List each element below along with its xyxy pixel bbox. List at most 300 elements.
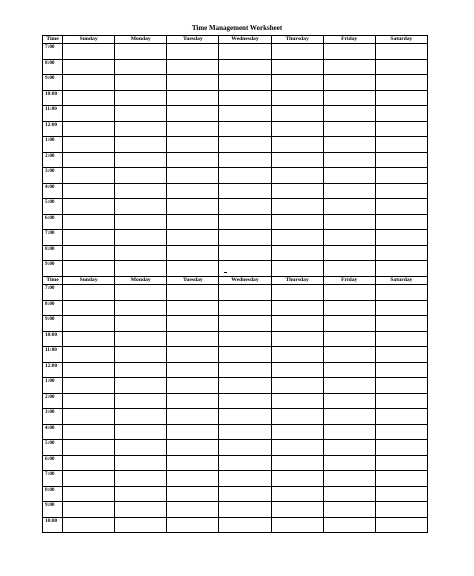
time-slot-label: 11:00: [43, 347, 63, 363]
time-slot-row: [43, 316, 428, 332]
time-slot-label: 7:00: [43, 230, 63, 246]
schedule-cell-saturday[interactable]: [375, 424, 427, 440]
schedule-cell-wednesday[interactable]: [219, 331, 271, 347]
schedule-cell-saturday[interactable]: [375, 486, 427, 502]
schedule-cell-tuesday[interactable]: [167, 362, 219, 378]
time-slot-row: [43, 362, 428, 378]
schedule-cell-thursday[interactable]: [271, 300, 323, 316]
time-slot-label: 2:00: [43, 393, 63, 409]
schedule-cell-tuesday[interactable]: [167, 168, 219, 184]
schedule-cell-friday[interactable]: [323, 199, 375, 215]
time-slot-row: [43, 455, 428, 471]
time-slot-label: 5:00: [43, 199, 63, 215]
time-slot-row: [43, 471, 428, 487]
day-header-friday: Friday: [323, 36, 375, 44]
schedule-cell-sunday[interactable]: [63, 214, 115, 230]
time-slot-row: [43, 424, 428, 440]
schedule-cell-wednesday[interactable]: [219, 471, 271, 487]
schedule-cell-thursday[interactable]: [271, 261, 323, 277]
time-slot-row: [43, 331, 428, 347]
schedule-cell-thursday[interactable]: [271, 59, 323, 75]
schedule-cell-sunday[interactable]: [63, 261, 115, 277]
schedule-cell-monday[interactable]: [115, 137, 167, 153]
schedule-cell-wednesday[interactable]: [219, 199, 271, 215]
schedule-cell-sunday[interactable]: [63, 300, 115, 316]
schedule-cell-tuesday[interactable]: [167, 230, 219, 246]
time-slot-label: 9:00: [43, 316, 63, 332]
schedule-cell-monday[interactable]: [115, 455, 167, 471]
schedule-cell-saturday[interactable]: [375, 409, 427, 425]
time-slot-label: 7:00: [43, 471, 63, 487]
schedule-cell-monday[interactable]: [115, 486, 167, 502]
schedule-cell-wednesday[interactable]: [219, 502, 271, 518]
time-slot-row: [43, 137, 428, 153]
schedule-cell-tuesday[interactable]: [167, 285, 219, 301]
schedule-cell-sunday[interactable]: [63, 285, 115, 301]
schedule-cell-monday[interactable]: [115, 331, 167, 347]
schedule-cell-thursday[interactable]: [271, 347, 323, 363]
time-slot-row: [43, 300, 428, 316]
schedule-cell-saturday[interactable]: [375, 59, 427, 75]
schedule-cell-sunday[interactable]: [63, 424, 115, 440]
time-slot-label: 8:00: [43, 59, 63, 75]
schedule-cell-wednesday[interactable]: [219, 214, 271, 230]
schedule-cell-friday[interactable]: [323, 486, 375, 502]
schedule-cell-friday[interactable]: [323, 75, 375, 91]
time-slot-row: [43, 44, 428, 60]
schedule-table-2: [42, 276, 428, 533]
schedule-cell-monday[interactable]: [115, 316, 167, 332]
schedule-cell-friday[interactable]: [323, 214, 375, 230]
day-header-sunday: Sunday: [63, 277, 115, 285]
schedule-cell-saturday[interactable]: [375, 471, 427, 487]
schedule-cell-thursday[interactable]: [271, 424, 323, 440]
schedule-cell-sunday[interactable]: [63, 331, 115, 347]
schedule-cell-sunday[interactable]: [63, 90, 115, 106]
schedule-cell-tuesday[interactable]: [167, 183, 219, 199]
schedule-cell-tuesday[interactable]: [167, 300, 219, 316]
schedule-cell-sunday[interactable]: [63, 409, 115, 425]
day-header-thursday: Thursday: [271, 36, 323, 44]
schedule-cell-wednesday[interactable]: [219, 517, 271, 533]
schedule-cell-monday[interactable]: [115, 517, 167, 533]
time-slot-row: [43, 285, 428, 301]
schedule-cell-monday[interactable]: [115, 59, 167, 75]
schedule-cell-sunday[interactable]: [63, 183, 115, 199]
schedule-cell-saturday[interactable]: [375, 230, 427, 246]
schedule-cell-sunday[interactable]: [63, 455, 115, 471]
schedule-cell-tuesday[interactable]: [167, 137, 219, 153]
time-slot-row: [43, 230, 428, 246]
day-header-sunday: Sunday: [63, 36, 115, 44]
page-title: Time Management Worksheet: [191, 24, 283, 32]
schedule-cell-friday[interactable]: [323, 44, 375, 60]
day-header-thursday: Thursday: [271, 277, 323, 285]
schedule-cell-thursday[interactable]: [271, 378, 323, 394]
schedule-cell-saturday[interactable]: [375, 517, 427, 533]
schedule-cell-wednesday[interactable]: [219, 440, 271, 456]
header-row: [43, 277, 428, 285]
schedule-cell-thursday[interactable]: [271, 440, 323, 456]
time-slot-label: 7:00: [43, 44, 63, 60]
schedule-cell-saturday[interactable]: [375, 300, 427, 316]
schedule-cell-monday[interactable]: [115, 245, 167, 261]
schedule-cell-sunday[interactable]: [63, 471, 115, 487]
time-slot-row: [43, 90, 428, 106]
day-header-saturday: Saturday: [375, 277, 427, 285]
schedule-cell-wednesday[interactable]: [219, 44, 271, 60]
day-header-tuesday: Tuesday: [167, 277, 219, 285]
schedule-cell-sunday[interactable]: [63, 316, 115, 332]
schedule-cell-wednesday[interactable]: [219, 230, 271, 246]
schedule-cell-tuesday[interactable]: [167, 517, 219, 533]
schedule-cell-tuesday[interactable]: [167, 214, 219, 230]
schedule-cell-saturday[interactable]: [375, 199, 427, 215]
schedule-cell-monday[interactable]: [115, 393, 167, 409]
schedule-cell-sunday[interactable]: [63, 362, 115, 378]
schedule-cell-friday[interactable]: [323, 106, 375, 122]
schedule-cell-thursday[interactable]: [271, 183, 323, 199]
time-slot-label: 12:00: [43, 121, 63, 137]
schedule-cell-tuesday[interactable]: [167, 347, 219, 363]
schedule-cell-sunday[interactable]: [63, 486, 115, 502]
schedule-cell-friday[interactable]: [323, 183, 375, 199]
time-slot-label: 2:00: [43, 152, 63, 168]
schedule-cell-wednesday[interactable]: [219, 362, 271, 378]
schedule-cell-wednesday[interactable]: [219, 409, 271, 425]
schedule-cell-monday[interactable]: [115, 183, 167, 199]
time-slot-row: [43, 199, 428, 215]
time-slot-label: 9:00: [43, 261, 63, 277]
time-slot-row: [43, 214, 428, 230]
schedule-cell-saturday[interactable]: [375, 44, 427, 60]
time-slot-label: 10:00: [43, 331, 63, 347]
schedule-cell-friday[interactable]: [323, 517, 375, 533]
schedule-cell-monday[interactable]: [115, 44, 167, 60]
time-slot-label: 8:00: [43, 300, 63, 316]
schedule-cell-thursday[interactable]: [271, 230, 323, 246]
schedule-cell-friday[interactable]: [323, 168, 375, 184]
day-header-wednesday: Wednesday: [219, 277, 271, 285]
schedule-cell-tuesday[interactable]: [167, 471, 219, 487]
schedule-cell-monday[interactable]: [115, 121, 167, 137]
schedule-cell-wednesday[interactable]: [219, 285, 271, 301]
day-header-wednesday: Wednesday: [219, 36, 271, 44]
schedule-cell-saturday[interactable]: [375, 285, 427, 301]
time-slot-label: 12:00: [43, 362, 63, 378]
time-slot-row: [43, 502, 428, 518]
schedule-cell-monday[interactable]: [115, 347, 167, 363]
schedule-cell-sunday[interactable]: [63, 245, 115, 261]
schedule-cell-friday[interactable]: [323, 285, 375, 301]
time-slot-row: [43, 106, 428, 122]
schedule-cell-tuesday[interactable]: [167, 44, 219, 60]
schedule-cell-friday[interactable]: [323, 245, 375, 261]
schedule-cell-wednesday[interactable]: [219, 59, 271, 75]
schedule-cell-wednesday[interactable]: [219, 183, 271, 199]
schedule-cell-thursday[interactable]: [271, 137, 323, 153]
schedule-cell-sunday[interactable]: [63, 106, 115, 122]
schedule-cell-friday[interactable]: [323, 331, 375, 347]
schedule-cell-thursday[interactable]: [271, 331, 323, 347]
schedule-cell-saturday[interactable]: [375, 90, 427, 106]
schedule-cell-friday[interactable]: [323, 316, 375, 332]
schedule-cell-thursday[interactable]: [271, 121, 323, 137]
schedule-cell-wednesday[interactable]: [219, 75, 271, 91]
time-slot-label: 10:00: [43, 90, 63, 106]
schedule-cell-saturday[interactable]: [375, 378, 427, 394]
schedule-cell-saturday[interactable]: [375, 137, 427, 153]
schedule-cell-sunday[interactable]: [63, 347, 115, 363]
schedule-cell-sunday[interactable]: [63, 75, 115, 91]
schedule-cell-monday[interactable]: [115, 362, 167, 378]
schedule-cell-monday[interactable]: [115, 471, 167, 487]
schedule-cell-sunday[interactable]: [63, 393, 115, 409]
time-slot-row: [43, 168, 428, 184]
schedule-cell-thursday[interactable]: [271, 214, 323, 230]
schedule-cell-friday[interactable]: [323, 137, 375, 153]
schedule-cell-friday[interactable]: [323, 59, 375, 75]
time-slot-label: 4:00: [43, 424, 63, 440]
schedule-cell-tuesday[interactable]: [167, 245, 219, 261]
schedule-cell-saturday[interactable]: [375, 245, 427, 261]
schedule-cell-sunday[interactable]: [63, 502, 115, 518]
schedule-cell-friday[interactable]: [323, 121, 375, 137]
time-slot-label: 8:00: [43, 486, 63, 502]
schedule-cell-saturday[interactable]: [375, 121, 427, 137]
schedule-cell-sunday[interactable]: [63, 440, 115, 456]
schedule-cell-wednesday[interactable]: [219, 152, 271, 168]
schedule-cell-tuesday[interactable]: [167, 502, 219, 518]
time-slot-label: 3:00: [43, 168, 63, 184]
time-slot-row: [43, 409, 428, 425]
schedule-cell-wednesday[interactable]: [219, 424, 271, 440]
schedule-cell-wednesday[interactable]: [219, 261, 271, 277]
schedule-cell-thursday[interactable]: [271, 90, 323, 106]
time-column-header: Time: [43, 277, 63, 285]
schedule-cell-thursday[interactable]: [271, 106, 323, 122]
schedule-cell-sunday[interactable]: [63, 121, 115, 137]
schedule-cell-saturday[interactable]: [375, 455, 427, 471]
schedule-cell-monday[interactable]: [115, 424, 167, 440]
schedule-cell-wednesday[interactable]: [219, 168, 271, 184]
schedule-cell-thursday[interactable]: [271, 168, 323, 184]
time-slot-label: 4:00: [43, 183, 63, 199]
time-slot-label: 9:00: [43, 75, 63, 91]
time-slot-label: 8:00: [43, 245, 63, 261]
schedule-cell-thursday[interactable]: [271, 486, 323, 502]
schedule-cell-friday[interactable]: [323, 261, 375, 277]
schedule-cell-wednesday[interactable]: [219, 486, 271, 502]
schedule-cell-wednesday[interactable]: [219, 300, 271, 316]
schedule-cell-saturday[interactable]: [375, 261, 427, 277]
day-header-monday: Monday: [115, 36, 167, 44]
schedule-cell-friday[interactable]: [323, 502, 375, 518]
schedule-cell-friday[interactable]: [323, 378, 375, 394]
time-slot-label: 9:00: [43, 502, 63, 518]
schedule-cell-monday[interactable]: [115, 261, 167, 277]
schedule-cell-thursday[interactable]: [271, 409, 323, 425]
time-slot-label: 3:00: [43, 409, 63, 425]
schedule-cell-tuesday[interactable]: [167, 90, 219, 106]
schedule-cell-monday[interactable]: [115, 440, 167, 456]
schedule-cell-sunday[interactable]: [63, 168, 115, 184]
schedule-cell-friday[interactable]: [323, 230, 375, 246]
schedule-cell-friday[interactable]: [323, 300, 375, 316]
schedule-cell-saturday[interactable]: [375, 183, 427, 199]
header-row: [43, 36, 428, 44]
schedule-cell-monday[interactable]: [115, 90, 167, 106]
schedule-cell-saturday[interactable]: [375, 214, 427, 230]
schedule-cell-monday[interactable]: [115, 75, 167, 91]
schedule-cell-sunday[interactable]: [63, 199, 115, 215]
schedule-cell-friday[interactable]: [323, 471, 375, 487]
schedule-cell-thursday[interactable]: [271, 455, 323, 471]
schedule-cell-wednesday[interactable]: [219, 347, 271, 363]
time-slot-row: [43, 121, 428, 137]
schedule-cell-wednesday[interactable]: [219, 90, 271, 106]
time-slot-row: [43, 261, 428, 277]
schedule-cell-thursday[interactable]: [271, 316, 323, 332]
schedule-cell-saturday[interactable]: [375, 106, 427, 122]
schedule-cell-friday[interactable]: [323, 90, 375, 106]
day-header-monday: Monday: [115, 277, 167, 285]
schedule-cell-friday[interactable]: [323, 347, 375, 363]
time-slot-label: 6:00: [43, 214, 63, 230]
schedule-cell-tuesday[interactable]: [167, 106, 219, 122]
schedule-cell-saturday[interactable]: [375, 393, 427, 409]
schedule-cell-wednesday[interactable]: [219, 137, 271, 153]
schedule-cell-sunday[interactable]: [63, 59, 115, 75]
schedule-cell-thursday[interactable]: [271, 517, 323, 533]
time-slot-row: [43, 152, 428, 168]
schedule-cell-tuesday[interactable]: [167, 440, 219, 456]
schedule-cell-thursday[interactable]: [271, 44, 323, 60]
schedule-cell-tuesday[interactable]: [167, 75, 219, 91]
time-column-header: Time: [43, 36, 63, 44]
schedule-cell-wednesday[interactable]: [219, 316, 271, 332]
schedule-cell-tuesday[interactable]: [167, 121, 219, 137]
schedule-cell-thursday[interactable]: [271, 75, 323, 91]
schedule-cell-friday[interactable]: [323, 362, 375, 378]
time-slot-row: [43, 440, 428, 456]
schedule-cell-wednesday[interactable]: [219, 455, 271, 471]
schedule-cell-friday[interactable]: [323, 393, 375, 409]
schedule-cell-monday[interactable]: [115, 168, 167, 184]
schedule-cell-saturday[interactable]: [375, 168, 427, 184]
time-slot-row: [43, 59, 428, 75]
schedule-cell-tuesday[interactable]: [167, 316, 219, 332]
schedule-cell-thursday[interactable]: [271, 285, 323, 301]
schedule-cell-wednesday[interactable]: [219, 378, 271, 394]
schedule-cell-tuesday[interactable]: [167, 393, 219, 409]
schedule-cell-wednesday[interactable]: [219, 245, 271, 261]
schedule-cell-thursday[interactable]: [271, 393, 323, 409]
time-slot-row: [43, 393, 428, 409]
schedule-cell-tuesday[interactable]: [167, 486, 219, 502]
schedule-cell-sunday[interactable]: [63, 378, 115, 394]
schedule-cell-sunday[interactable]: [63, 517, 115, 533]
schedule-cell-tuesday[interactable]: [167, 455, 219, 471]
schedule-cell-monday[interactable]: [115, 214, 167, 230]
schedule-table-1: [42, 35, 428, 277]
divider-mark: [224, 272, 227, 273]
schedule-cell-monday[interactable]: [115, 152, 167, 168]
day-header-friday: Friday: [323, 277, 375, 285]
schedule-cell-tuesday[interactable]: [167, 424, 219, 440]
schedule-cell-friday[interactable]: [323, 409, 375, 425]
schedule-cell-tuesday[interactable]: [167, 59, 219, 75]
time-slot-row: [43, 347, 428, 363]
schedule-cell-sunday[interactable]: [63, 44, 115, 60]
schedule-cell-monday[interactable]: [115, 106, 167, 122]
time-slot-label: 11:00: [43, 106, 63, 122]
schedule-cell-thursday[interactable]: [271, 471, 323, 487]
schedule-cell-tuesday[interactable]: [167, 331, 219, 347]
schedule-cell-friday[interactable]: [323, 455, 375, 471]
schedule-cell-wednesday[interactable]: [219, 106, 271, 122]
schedule-cell-wednesday[interactable]: [219, 393, 271, 409]
schedule-cell-sunday[interactable]: [63, 137, 115, 153]
schedule-cell-thursday[interactable]: [271, 502, 323, 518]
time-slot-label: 7:00: [43, 285, 63, 301]
schedule-cell-thursday[interactable]: [271, 245, 323, 261]
time-slot-label: 6:00: [43, 455, 63, 471]
schedule-cell-sunday[interactable]: [63, 230, 115, 246]
schedule-cell-saturday[interactable]: [375, 440, 427, 456]
day-header-tuesday: Tuesday: [167, 36, 219, 44]
schedule-cell-saturday[interactable]: [375, 152, 427, 168]
schedule-cell-tuesday[interactable]: [167, 261, 219, 277]
schedule-cell-saturday[interactable]: [375, 331, 427, 347]
time-slot-label: 1:00: [43, 137, 63, 153]
schedule-cell-saturday[interactable]: [375, 347, 427, 363]
schedule-cell-thursday[interactable]: [271, 152, 323, 168]
schedule-cell-monday[interactable]: [115, 199, 167, 215]
schedule-cell-saturday[interactable]: [375, 502, 427, 518]
schedule-cell-friday[interactable]: [323, 152, 375, 168]
schedule-cell-tuesday[interactable]: [167, 409, 219, 425]
schedule-cell-wednesday[interactable]: [219, 121, 271, 137]
schedule-cell-saturday[interactable]: [375, 316, 427, 332]
schedule-cell-thursday[interactable]: [271, 199, 323, 215]
schedule-cell-friday[interactable]: [323, 424, 375, 440]
time-slot-row: [43, 245, 428, 261]
time-slot-row: [43, 75, 428, 91]
schedule-cell-tuesday[interactable]: [167, 378, 219, 394]
schedule-cell-saturday[interactable]: [375, 75, 427, 91]
schedule-cell-tuesday[interactable]: [167, 152, 219, 168]
time-slot-label: 10:00: [43, 517, 63, 533]
time-slot-row: [43, 378, 428, 394]
time-slot-row: [43, 517, 428, 533]
time-slot-label: 5:00: [43, 440, 63, 456]
time-slot-row: [43, 183, 428, 199]
time-slot-label: 1:00: [43, 378, 63, 394]
schedule-cell-thursday[interactable]: [271, 362, 323, 378]
schedule-cell-tuesday[interactable]: [167, 199, 219, 215]
schedule-cell-monday[interactable]: [115, 378, 167, 394]
schedule-cell-sunday[interactable]: [63, 152, 115, 168]
schedule-cell-monday[interactable]: [115, 502, 167, 518]
day-header-saturday: Saturday: [375, 36, 427, 44]
schedule-cell-monday[interactable]: [115, 230, 167, 246]
schedule-cell-monday[interactable]: [115, 409, 167, 425]
schedule-cell-saturday[interactable]: [375, 362, 427, 378]
schedule-cell-friday[interactable]: [323, 440, 375, 456]
schedule-cell-monday[interactable]: [115, 300, 167, 316]
schedule-cell-monday[interactable]: [115, 285, 167, 301]
